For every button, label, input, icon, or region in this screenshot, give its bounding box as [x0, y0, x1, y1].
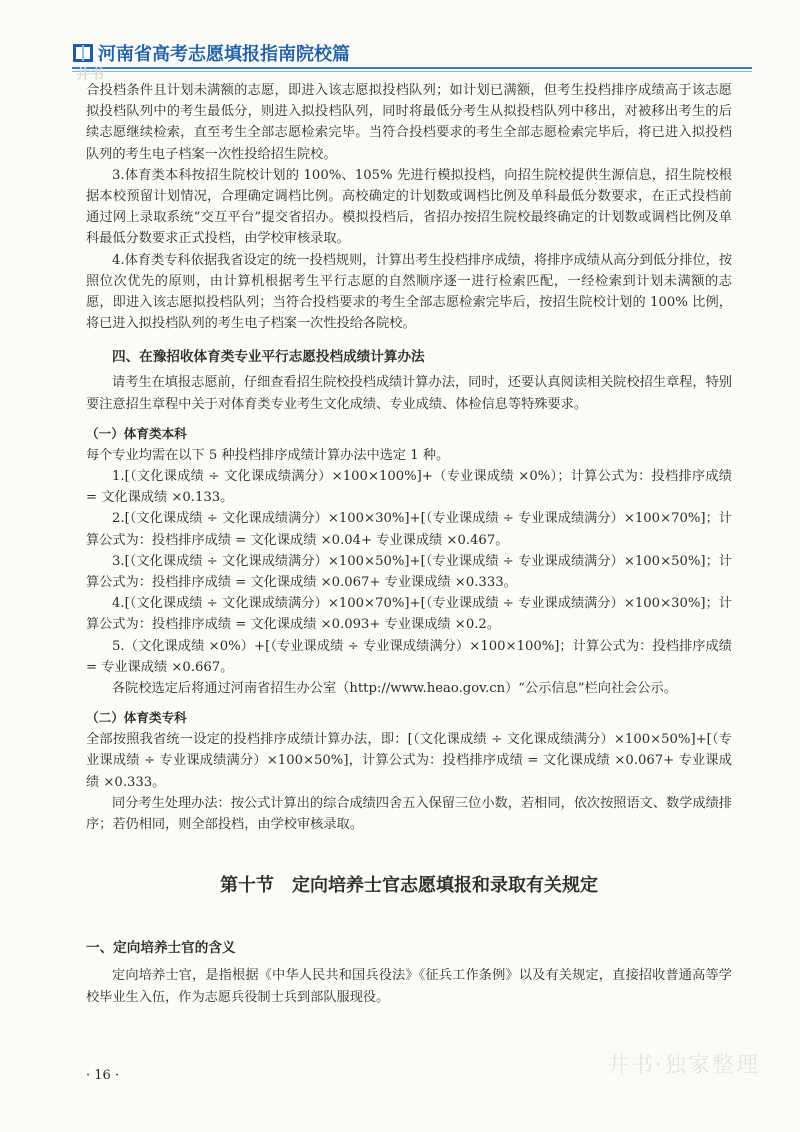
- paragraph: 3.体育类本科按招生院校计划的 100%、105% 先进行模拟投档，向招生院校提供生源信息，招生院校根据本校预留计划情况，合理确定调档比例。高校确定的计划数或调档比例及单科最低分数要求，在正式投档前通过网上录取系统“交互平台”提交省招办。模拟投档后，省招办按招生院校最终确定的计划数或调档比例及单科最低分数要求正式投档，由学校审核录取。: [86, 167, 732, 247]
- formula-item: 1.[（文化课成绩 ÷ 文化课成绩满分）×100×100%]+（专业课成绩 ×0%）；计算公式为：投档排序成绩 = 文化课成绩 ×0.133。: [86, 469, 732, 506]
- watermark: 井书·独家整理: [607, 1053, 760, 1078]
- paragraph: 请考生在填报志愿前，仔细查看招生院校投档成绩计算办法，同时，还要认真阅读相关院校招生章程，特别要注意招生章程中关于对体育类专业考生文化成绩、专业成绩、体检信息等特殊要求。: [86, 375, 732, 412]
- page-body: [86, 80, 732, 1008]
- page-number: · 16 ·: [86, 1068, 120, 1083]
- page-header: [72, 40, 752, 80]
- book-logo-icon: [72, 42, 94, 64]
- paragraph: 4.体育类专科依据我省设定的统一投档规则，计算出考生投档排序成绩，将排序成绩从高分到低分排位，按照位次优先的原则，由计算机根据考生平行志愿的自然顺序逐一进行检索匹配，一经检索到计划未满额的志愿，即进入该志愿拟投档队列；当符合投档要求的考生全部志愿检索完毕后，按招生院校计划的 100% 比例，将已进入拟投档队列的考生电子档案一次性投给各院校。: [86, 252, 732, 332]
- subsection-heading: （二）体育类专科: [86, 710, 187, 726]
- header-rule: [72, 67, 752, 69]
- paragraph: 各院校选定后将通过河南省招生办公室（http://www.heao.gov.cn）“公示信息”栏向社会公示。: [112, 681, 677, 697]
- chapter-title: 第十节 定向培养士官志愿填报和录取有关规定: [220, 875, 598, 897]
- corner-stamp: 井书: [76, 67, 104, 83]
- formula-item: 2.[（文化课成绩 ÷ 文化课成绩满分）×100×30%]+[（专业课成绩 ÷ 专业课成绩满分）×100×70%]；计算公式为：投档排序成绩 = 文化课成绩 ×0.04+ 专业课成绩 ×0.467。: [86, 511, 732, 548]
- paragraph: 定向培养士官，是指根据《中华人民共和国兵役法》《征兵工作条例》以及有关规定，直接招收普通高等学校毕业生入伍，作为志愿兵役制士兵到部队服现役。: [86, 968, 732, 1005]
- formula-item: 4.[（文化课成绩 ÷ 文化课成绩满分）×100×70%]+[（专业课成绩 ÷ 专业课成绩满分）×100×30%]；计算公式为：投档排序成绩 = 文化课成绩 ×0.093+ 专业课成绩 ×0.2。: [86, 596, 732, 633]
- section-heading: 四、在豫招收体育类专业平行志愿投档成绩计算办法: [112, 349, 425, 366]
- header-rule-thin: [72, 71, 752, 72]
- paragraph: 合投档条件且计划未满额的志愿，即进入该志愿拟投档队列；如计划已满额，但考生投档排序成绩高于该志愿拟投档队列中的考生最低分，则进入拟投档队列，同时将最低分考生从拟投档队列中移出，对被移出考生的后续志愿继续检索，直至考生全部志愿检索完毕。当符合投档要求的考生全部志愿检索完毕后，将已进入拟投档队列的考生电子档案一次性投给招生院校。: [86, 83, 732, 162]
- formula-item: 5.（文化课成绩 ×0%）+[（专业课成绩 ÷ 专业课成绩满分）×100×100%]；计算公式为：投档排序成绩 = 专业课成绩 ×0.667。: [86, 638, 732, 675]
- header-title: 河南省高考志愿填报指南院校篇: [98, 44, 350, 65]
- paragraph: 全部按照我省统一设定的投档排序成绩计算办法，即：[（文化课成绩 ÷ 文化课成绩满分）×100×50%]+[（专业课成绩 ÷ 专业课成绩满分）×100×50%]，计算公式为：投档排序成绩 = 文化课成绩 ×0.067+ 专业课成绩 ×0.333。: [86, 732, 732, 790]
- paragraph: 每个专业均需在以下 5 种投档排序成绩计算办法中选定 1 种。: [86, 447, 450, 463]
- formula-item: 3.[（文化课成绩 ÷ 文化课成绩满分）×100×50%]+[（专业课成绩 ÷ 专业课成绩满分）×100×50%]；计算公式为：投档排序成绩 = 文化课成绩 ×0.067+ 专业课成绩 ×0.333。: [86, 553, 732, 591]
- section-heading: 一、定向培养士官的含义: [86, 940, 236, 957]
- paragraph: 同分考生处理办法：按公式计算出的综合成绩四舍五入保留三位小数，若相同，依次按照语文、数学成绩排序；若仍相同，则全部投档，由学校审核录取。: [86, 795, 732, 833]
- subsection-heading: （一）体育类本科: [86, 425, 187, 441]
